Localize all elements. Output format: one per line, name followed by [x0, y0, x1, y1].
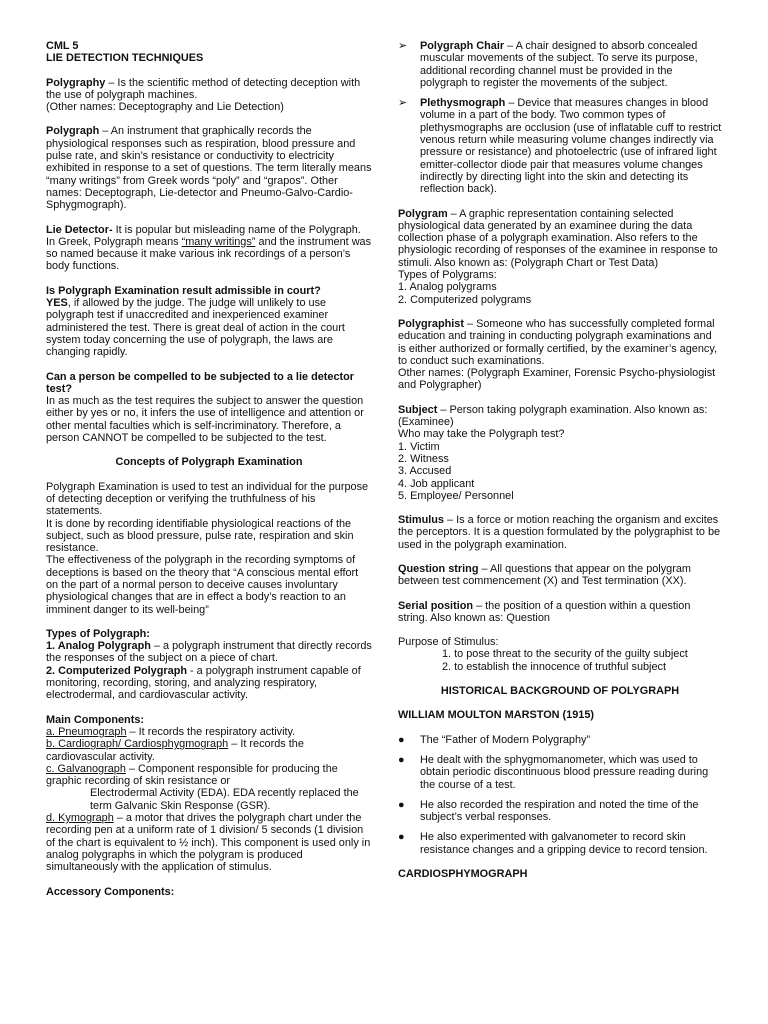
component-pneumograph: a. Pneumograph – It records the respiratory activity.	[46, 725, 296, 738]
accessory-heading: Accessory Components:	[46, 885, 175, 898]
cardio-heading: CARDIOSPHYMOGRAPH	[398, 868, 528, 881]
polygraph-definition: Polygraph – An instrument that graphically records the physiological responses such as respiration, blood pressure and pulse rate, and skin’s resistance or conductivity to electricity exhibited in response to a set of questions. The term literally means “many writings” from Greek words “poly” and “grapos”. Other names: Deceptograph, Lie-detector and Pneumo-Galvo-Cardio-Sphygmograph).	[46, 125, 372, 212]
stimulus-definition: Stimulus – Is a force or motion reaching the organism and excites the perceptors. It is a question formulated by the polygraphist to be used in the polygraph examination.	[398, 514, 721, 551]
bullet-dot-icon: ●	[398, 753, 405, 766]
purpose-item: 2. to establish the innocence of truthful subject	[442, 660, 667, 673]
polygraphist-other-names: Other names: (Polygraph Examiner, Forensic Psycho-physiologist and Polygrapher)	[398, 367, 716, 392]
polygraphy-other-names: (Other names: Deceptography and Lie Detection)	[46, 101, 284, 114]
course-code: CML 5	[46, 40, 79, 52]
subject-list-item: 4. Job applicant	[398, 477, 475, 490]
admissible-answer: YES, if allowed by the judge. The judge will unlikely to use polygraph test if unaccredited and inexperienced examiner administered the test. There is great deal of action in the court system today concerning the use of polygraph, the laws are changing rapidly.	[46, 297, 345, 359]
subject-list-item: 3. Accused	[398, 465, 452, 478]
bullet-polygraph-chair: ➢ Polygraph Chair – A chair designed to absorb concealed muscular movements of the subject. To serve its purpose, additional recording channel must be provided in the polygraph to register the movements of the subject.	[398, 40, 698, 89]
arrow-bullet-icon: ➢	[398, 40, 408, 52]
marston-point: ● The “Father of Modern Polygraphy”	[398, 733, 591, 746]
polygraphy-definition: Polygraphy – Is the scientific method of detecting deception with the use of polygraph machines.	[46, 76, 361, 101]
component-galvanograph-cont: Electrodermal Activity (EDA). EDA recently replaced the term Galvanic Skin Response (GSR).	[90, 787, 359, 812]
marston-point: ● He also experimented with galvanometer to record skin resistance changes and a gripping device to record tension.	[398, 831, 708, 856]
marston-point: ● He also recorded the respiration and noted the time of the subject’s verbal responses.	[398, 798, 699, 824]
component-cardiograph: b. Cardiograph/ Cardiosphygmograph – It records the cardiovascular activity.	[46, 738, 304, 763]
arrow-bullet-icon: ➢	[398, 97, 408, 110]
component-kymograph: d. Kymograph – a motor that drives the polygraph chart under the recording pen at a uniform rate of 1 division/ 5 seconds (1 division of the chart is equivalent to ½ inch). This component is used only in analog polygraphs in which the polygram is produced simultaneously with the application of stimulus.	[46, 812, 371, 874]
type-computerized: 2. Computerized Polygraph - a polygraph instrument capable of monitoring, recording, storing, and analyzing respiratory, electrodermal, and cardiovascular activity.	[46, 664, 361, 702]
polygraphist-definition: Polygraphist – Someone who has successfully completed formal education and training in conducting polygraph examinations and is either authorized or formally certified, by the examiner’s agency, to conduct such examinations.	[398, 317, 718, 367]
subject-who-question: Who may take the Polygraph test?	[398, 428, 565, 441]
admissible-question: Is Polygraph Examination result admissible in court?	[46, 284, 321, 297]
marston-heading: WILLIAM MOULTON MARSTON (1915)	[398, 709, 595, 722]
subject-list-item: 2. Witness	[398, 452, 449, 465]
polygram-type-analog: 1. Analog polygrams	[398, 281, 497, 294]
concepts-paragraph-1: Polygraph Examination is used to test an individual for the purpose of detecting deception or verifying the truthfulness of his statements.	[46, 480, 369, 518]
right-column	[398, 40, 722, 880]
purpose-item: 1. to pose threat to the security of the guilty subject	[442, 648, 688, 661]
polygram-types-label: Types of Polygrams:	[398, 269, 497, 282]
polygram-definition: Polygram – A graphic representation containing selected physiological data generated by an examinee during the data collection phase of a polygraph examination. Also refers to the physiologic recording of responses of the examinee in response to stimuli. Also known as: (Polygraph Chart or Test Data)	[398, 207, 718, 269]
bullet-plethysmograph: ➢ Plethysmograph – Device that measures changes in blood volume in a part of the body. Two common types of plethysmographs are occlusion (use of inflatable cuff to restrict venous return while measuring volume changes indirectly via pressure or resistance) and photoelectric (use of infrared light emitter-collector diode pair that measures volume changes indirectly by directing light into the skin and detecting its reflection back).	[398, 97, 722, 196]
question-string-definition: Question string – All questions that appear on the polygram between test commencement (X) and Test termination (XX).	[398, 562, 691, 588]
type-analog: 1. Analog Polygraph – a polygraph instrument that directly records the responses of the subject on a piece of chart.	[46, 640, 372, 665]
subject-definition: Subject – Person taking polygraph examination. Also known as: (Examinee)	[398, 403, 708, 429]
main-components-heading: Main Components:	[46, 713, 145, 726]
concepts-heading: Concepts of Polygraph Examination	[115, 456, 303, 469]
subject-list-item: 5. Employee/ Personnel	[398, 489, 514, 502]
lie-detector-definition: Lie Detector- It is popular but misleading name of the Polygraph. In Greek, Polygraph means “many writings” and the instrument was so named because it make various ink recordings of a person’s body functions.	[46, 223, 372, 273]
polygram-type-computerized: 2. Computerized polygrams	[398, 293, 532, 306]
bullet-dot-icon: ●	[398, 831, 405, 844]
types-heading: Types of Polygraph:	[46, 627, 150, 640]
serial-position-definition: Serial position – the position of a question within a question string. Also known as: Question	[398, 599, 691, 624]
compelled-question: Can a person be compelled to be subjected to a lie detector test?	[46, 370, 355, 395]
bullet-dot-icon: ●	[398, 798, 405, 811]
history-heading: HISTORICAL BACKGROUND OF POLYGRAPH	[440, 685, 680, 698]
concepts-paragraph-2: It is done by recording identifiable physiological reactions of the subject, such as blood pressure, pulse rate, respiration and skin resistance.	[46, 517, 354, 555]
component-galvanograph: c. Galvanograph – Component responsible for producing the graphic recording of skin resistance or	[46, 762, 338, 788]
left-column	[46, 40, 372, 898]
marston-point: ● He dealt with the sphygmomanometer, which was used to obtain periodic discontinuous blood pressure reading during the course of a test.	[398, 753, 709, 791]
concepts-paragraph-3: The effectiveness of the polygraph in the recording symptoms of deceptions is based on the theory that “A conscious mental effort on the part of a normal person to deceive causes involuntary physiological changes that are in effect a body’s reaction to an imminent danger to its well-being”	[46, 554, 359, 616]
compelled-answer: In as much as the test requires the subject to answer the question either by yes or no, it infers the use of intelligence and attention or other mental faculties which is self-incriminatory. Therefore, a person CANNOT be compelled to be subjected to the test.	[46, 395, 364, 445]
document-title: LIE DETECTION TECHNIQUES	[46, 52, 204, 65]
bullet-dot-icon: ●	[398, 733, 405, 746]
purpose-heading: Purpose of Stimulus:	[398, 636, 499, 649]
subject-list-item: 1. Victim	[398, 440, 440, 453]
